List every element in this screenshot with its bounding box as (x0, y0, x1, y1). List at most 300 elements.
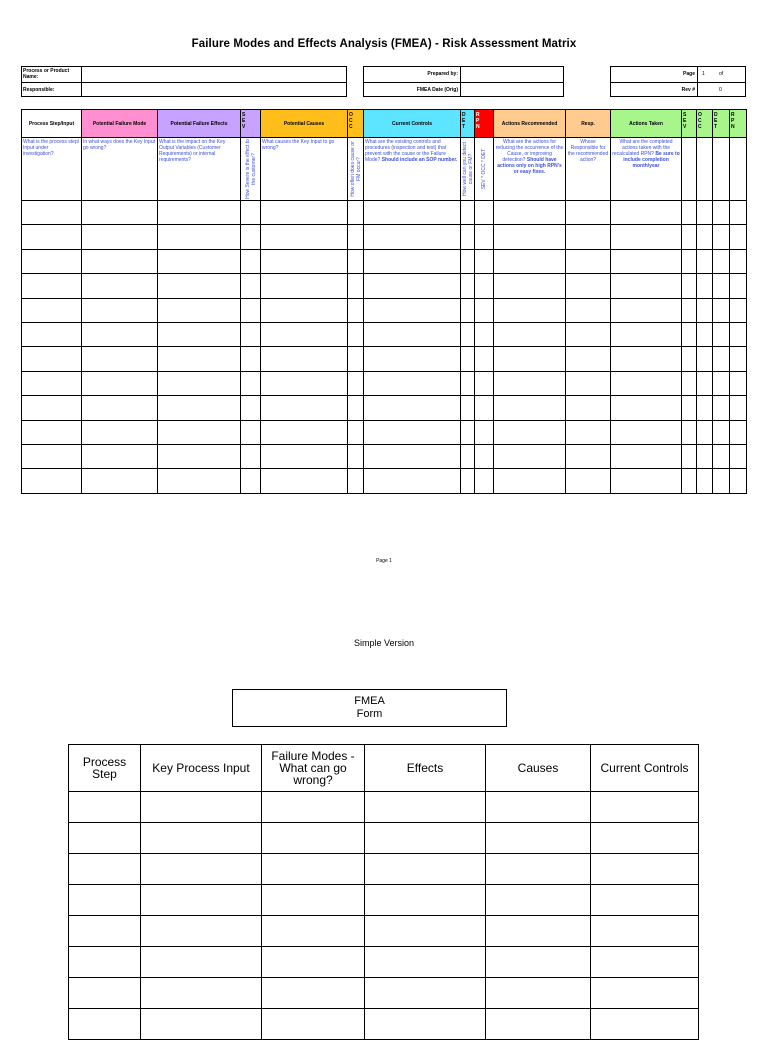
matrix-cell[interactable] (364, 469, 461, 493)
matrix-cell[interactable] (241, 469, 261, 493)
matrix-cell[interactable] (611, 469, 682, 493)
header-actions-recommended: Actions Recommended (494, 110, 566, 138)
simple-table-cell[interactable] (365, 978, 486, 1009)
matrix-cell[interactable] (241, 444, 261, 468)
matrix-cell[interactable] (682, 322, 697, 346)
matrix-cell[interactable] (713, 322, 730, 346)
simple-table-cell[interactable] (69, 854, 141, 885)
matrix-cell[interactable] (82, 201, 158, 225)
matrix-cell[interactable] (494, 298, 566, 322)
matrix-cell[interactable] (730, 347, 747, 371)
matrix-cell[interactable] (364, 444, 461, 468)
simple-table-cell[interactable] (591, 885, 699, 916)
simple-table-cell[interactable] (141, 792, 262, 823)
simple-header-process-step: Process Step (69, 745, 141, 792)
simple-table-cell[interactable] (365, 916, 486, 947)
matrix-cell[interactable] (713, 274, 730, 298)
matrix-cell[interactable] (22, 347, 82, 371)
guide-actions-taken: What are the completed actions taken with the recalculated RPN? Be sure to include completion month/year (611, 138, 682, 201)
header-failure-effects: Potential Failure Effects (158, 110, 241, 138)
matrix-cell[interactable] (713, 225, 730, 249)
matrix-cell[interactable] (461, 322, 475, 346)
simple-table-cell[interactable] (591, 947, 699, 978)
matrix-cell[interactable] (461, 249, 475, 273)
matrix-cell[interactable] (682, 420, 697, 444)
matrix-cell[interactable] (475, 396, 494, 420)
matrix-cell[interactable] (730, 420, 747, 444)
matrix-cell[interactable] (475, 322, 494, 346)
matrix-cell[interactable] (22, 298, 82, 322)
fmea-form-title-line1: FMEA (354, 695, 385, 707)
matrix-cell[interactable] (697, 347, 713, 371)
simple-header-effects: Effects (365, 745, 486, 792)
matrix-cell[interactable] (364, 201, 461, 225)
matrix-cell[interactable] (364, 420, 461, 444)
matrix-cell[interactable] (364, 371, 461, 395)
matrix-cell[interactable] (713, 347, 730, 371)
matrix-cell[interactable] (475, 298, 494, 322)
matrix-cell[interactable] (22, 201, 82, 225)
simple-table-cell[interactable] (486, 823, 591, 854)
matrix-cell[interactable] (22, 469, 82, 493)
header-sev: S E V (241, 110, 261, 138)
matrix-cell[interactable] (261, 396, 348, 420)
matrix-cell[interactable] (682, 249, 697, 273)
matrix-cell[interactable] (158, 201, 241, 225)
matrix-cell[interactable] (241, 322, 261, 346)
matrix-cell[interactable] (348, 469, 364, 493)
simple-table-cell[interactable] (486, 854, 591, 885)
matrix-cell[interactable] (697, 420, 713, 444)
simple-header-key-process-input: Key Process Input (141, 745, 262, 792)
matrix-cell[interactable] (682, 469, 697, 493)
fmea-form-title-box (232, 689, 507, 727)
simple-table-header-row (69, 745, 699, 792)
matrix-cell[interactable] (730, 371, 747, 395)
matrix-cell[interactable] (475, 225, 494, 249)
simple-header-current-controls: Current Controls (591, 745, 699, 792)
simple-table-cell[interactable] (591, 916, 699, 947)
matrix-cell[interactable] (475, 420, 494, 444)
table-row (22, 298, 747, 322)
matrix-cell[interactable] (611, 322, 682, 346)
matrix-cell[interactable] (364, 249, 461, 273)
matrix-cell[interactable] (697, 469, 713, 493)
matrix-cell[interactable] (697, 201, 713, 225)
table-row (69, 885, 699, 916)
simple-table-cell[interactable] (262, 978, 365, 1009)
matrix-cell[interactable] (22, 444, 82, 468)
matrix-cell[interactable] (461, 420, 475, 444)
simple-table-cell[interactable] (141, 916, 262, 947)
matrix-cell[interactable] (697, 298, 713, 322)
simple-table-cell[interactable] (69, 916, 141, 947)
simple-table-cell[interactable] (141, 823, 262, 854)
matrix-cell[interactable] (566, 249, 611, 273)
matrix-cell[interactable] (566, 225, 611, 249)
matrix-cell[interactable] (494, 249, 566, 273)
header-failure-mode: Potential Failure Mode (82, 110, 158, 138)
matrix-cell[interactable] (261, 201, 348, 225)
matrix-cell[interactable] (713, 420, 730, 444)
matrix-cell[interactable] (158, 274, 241, 298)
simple-table-cell[interactable] (69, 947, 141, 978)
matrix-cell[interactable] (730, 201, 747, 225)
matrix-cell[interactable] (611, 274, 682, 298)
matrix-cell[interactable] (697, 274, 713, 298)
simple-table-cell[interactable] (141, 854, 262, 885)
matrix-cell[interactable] (261, 420, 348, 444)
matrix-cell[interactable] (697, 396, 713, 420)
guide-rpn: SEV * OCC * DET (475, 138, 494, 201)
matrix-cell[interactable] (22, 274, 82, 298)
matrix-cell[interactable] (566, 201, 611, 225)
matrix-cell[interactable] (241, 371, 261, 395)
matrix-cell[interactable] (364, 396, 461, 420)
matrix-cell[interactable] (22, 322, 82, 346)
matrix-cell[interactable] (364, 322, 461, 346)
matrix-cell[interactable] (461, 225, 475, 249)
matrix-cell[interactable] (697, 444, 713, 468)
matrix-cell[interactable] (682, 298, 697, 322)
matrix-cell[interactable] (682, 347, 697, 371)
simple-table-cell[interactable] (591, 792, 699, 823)
matrix-cell[interactable] (566, 469, 611, 493)
matrix-cell[interactable] (611, 249, 682, 273)
table-row (69, 916, 699, 947)
header-sev2: S E V (682, 110, 697, 138)
simple-table-cell[interactable] (591, 1009, 699, 1040)
matrix-cell[interactable] (566, 347, 611, 371)
simple-table-cell[interactable] (69, 792, 141, 823)
guide-resp: Whose Responsible for the recommended action? (566, 138, 611, 201)
simple-table-cell[interactable] (486, 978, 591, 1009)
simple-table-cell[interactable] (262, 1009, 365, 1040)
matrix-cell[interactable] (475, 249, 494, 273)
matrix-cell[interactable] (82, 420, 158, 444)
matrix-cell[interactable] (241, 201, 261, 225)
simple-table-cell[interactable] (591, 823, 699, 854)
matrix-cell[interactable] (475, 444, 494, 468)
matrix-cell[interactable] (348, 371, 364, 395)
matrix-cell[interactable] (730, 322, 747, 346)
matrix-cell[interactable] (241, 396, 261, 420)
matrix-cell[interactable] (461, 396, 475, 420)
matrix-cell[interactable] (82, 371, 158, 395)
header-det: D E T (461, 110, 475, 138)
table-row (22, 225, 747, 249)
guide-actions-recommended: What are the actions for reducing the occurrence of the Cause, or improving detection? Should have actions only on high RPN's or easy fixes. (494, 138, 566, 201)
matrix-cell[interactable] (730, 225, 747, 249)
table-row (22, 249, 747, 273)
simple-table-cell[interactable] (486, 792, 591, 823)
header-controls: Current Controls (364, 110, 461, 138)
matrix-cell[interactable] (682, 201, 697, 225)
matrix-cell[interactable] (241, 420, 261, 444)
responsible-field[interactable] (82, 83, 346, 96)
matrix-cell[interactable] (697, 371, 713, 395)
simple-header-failure-modes: Failure Modes - What can go wrong? (262, 745, 365, 792)
matrix-cell[interactable] (364, 225, 461, 249)
matrix-cell[interactable] (494, 322, 566, 346)
matrix-cell[interactable] (566, 322, 611, 346)
page-label: Page (683, 71, 695, 77)
matrix-cell[interactable] (82, 396, 158, 420)
matrix-cell[interactable] (348, 420, 364, 444)
matrix-cell[interactable] (348, 274, 364, 298)
matrix-cell[interactable] (461, 274, 475, 298)
matrix-cell[interactable] (461, 444, 475, 468)
simple-table-cell[interactable] (262, 854, 365, 885)
matrix-cell[interactable] (158, 298, 241, 322)
guide-det: How well can you detect cause or FM? (461, 138, 475, 201)
page-footer-label: Page 1 (376, 558, 392, 564)
header-det2: D E T (713, 110, 730, 138)
matrix-cell[interactable] (494, 201, 566, 225)
matrix-cell[interactable] (730, 274, 747, 298)
matrix-cell[interactable] (241, 225, 261, 249)
simple-table-cell[interactable] (141, 1009, 262, 1040)
matrix-cell[interactable] (261, 469, 348, 493)
matrix-cell[interactable] (461, 201, 475, 225)
matrix-cell[interactable] (475, 347, 494, 371)
matrix-cell[interactable] (22, 420, 82, 444)
matrix-cell[interactable] (566, 298, 611, 322)
simple-table-cell[interactable] (262, 947, 365, 978)
fmea-form-title-line2: Form (356, 708, 383, 720)
matrix-cell[interactable] (713, 249, 730, 273)
simple-table-cell[interactable] (486, 1009, 591, 1040)
table-row (22, 444, 747, 468)
simple-table-cell[interactable] (69, 823, 141, 854)
fmea-date-label: FMEA Date (Orig) (416, 87, 458, 93)
matrix-cell[interactable] (730, 298, 747, 322)
matrix-cell[interactable] (494, 274, 566, 298)
matrix-cell[interactable] (22, 249, 82, 273)
simple-table-cell[interactable] (486, 947, 591, 978)
simple-header-causes: Causes (486, 745, 591, 792)
matrix-cell[interactable] (241, 298, 261, 322)
matrix-cell[interactable] (82, 225, 158, 249)
matrix-cell[interactable] (348, 396, 364, 420)
simple-table-cell[interactable] (591, 978, 699, 1009)
simple-table-cell[interactable] (486, 916, 591, 947)
simple-fmea-table (68, 744, 699, 1040)
table-row (22, 371, 747, 395)
header-occ: O C C (348, 110, 364, 138)
matrix-cell[interactable] (348, 298, 364, 322)
matrix-cell[interactable] (158, 371, 241, 395)
matrix-cell[interactable] (682, 274, 697, 298)
matrix-cell[interactable] (22, 396, 82, 420)
matrix-cell[interactable] (348, 322, 364, 346)
matrix-cell[interactable] (22, 225, 82, 249)
simple-table-cell[interactable] (262, 792, 365, 823)
matrix-cell[interactable] (611, 347, 682, 371)
matrix-cell[interactable] (348, 347, 364, 371)
matrix-cell[interactable] (158, 420, 241, 444)
matrix-cell[interactable] (241, 274, 261, 298)
matrix-cell[interactable] (713, 201, 730, 225)
simple-table-cell[interactable] (486, 885, 591, 916)
simple-table-cell[interactable] (365, 885, 486, 916)
matrix-cell[interactable] (494, 347, 566, 371)
simple-table-cell[interactable] (141, 885, 262, 916)
matrix-cell[interactable] (713, 444, 730, 468)
matrix-cell[interactable] (364, 347, 461, 371)
matrix-cell[interactable] (730, 249, 747, 273)
matrix-cell[interactable] (611, 396, 682, 420)
matrix-cell[interactable] (82, 274, 158, 298)
matrix-cell[interactable] (261, 298, 348, 322)
matrix-cell[interactable] (697, 249, 713, 273)
matrix-cell[interactable] (682, 371, 697, 395)
simple-table-cell[interactable] (365, 792, 486, 823)
header-rpn2: R P N (730, 110, 747, 138)
header-process-step: Process Step/Input (22, 110, 82, 138)
simple-table-cell[interactable] (69, 978, 141, 1009)
matrix-cell[interactable] (364, 298, 461, 322)
simple-table-cell[interactable] (262, 916, 365, 947)
matrix-cell[interactable] (697, 322, 713, 346)
simple-table-cell[interactable] (141, 947, 262, 978)
matrix-cell[interactable] (261, 371, 348, 395)
matrix-cell[interactable] (566, 396, 611, 420)
matrix-cell[interactable] (82, 249, 158, 273)
matrix-cell[interactable] (158, 322, 241, 346)
table-row (22, 201, 747, 225)
simple-table-cell[interactable] (69, 1009, 141, 1040)
table-row (22, 322, 747, 346)
fmea-date-field[interactable] (461, 83, 563, 96)
matrix-cell[interactable] (461, 347, 475, 371)
matrix-cell[interactable] (82, 347, 158, 371)
matrix-cell[interactable] (713, 396, 730, 420)
matrix-header-row (22, 110, 747, 138)
matrix-cell[interactable] (566, 444, 611, 468)
matrix-cell[interactable] (494, 396, 566, 420)
guide-causes: What causes the Key Input to go wrong? (261, 138, 348, 201)
matrix-cell[interactable] (241, 249, 261, 273)
matrix-cell[interactable] (158, 347, 241, 371)
matrix-cell[interactable] (348, 444, 364, 468)
matrix-cell[interactable] (566, 371, 611, 395)
table-row (22, 347, 747, 371)
guide-controls: What are the existing controls and procedures (inspection and test) that prevent with the cause or the Failure Mode? Should include an SOP number. (364, 138, 461, 201)
matrix-cell[interactable] (461, 298, 475, 322)
table-row (69, 978, 699, 1009)
matrix-cell[interactable] (158, 249, 241, 273)
matrix-cell[interactable] (158, 225, 241, 249)
matrix-cell[interactable] (611, 444, 682, 468)
matrix-cell[interactable] (611, 201, 682, 225)
matrix-cell[interactable] (682, 225, 697, 249)
process-name-label: Process or Product Name: (23, 68, 70, 80)
simple-table-cell[interactable] (262, 885, 365, 916)
simple-table-cell[interactable] (365, 823, 486, 854)
matrix-cell[interactable] (611, 371, 682, 395)
matrix-cell[interactable] (611, 420, 682, 444)
matrix-cell[interactable] (682, 396, 697, 420)
matrix-cell[interactable] (566, 420, 611, 444)
table-row (69, 947, 699, 978)
matrix-cell[interactable] (348, 225, 364, 249)
matrix-cell[interactable] (261, 274, 348, 298)
matrix-cell[interactable] (494, 420, 566, 444)
matrix-guide-row (22, 138, 747, 201)
table-row (22, 420, 747, 444)
matrix-cell[interactable] (475, 371, 494, 395)
matrix-cell[interactable] (158, 444, 241, 468)
matrix-cell[interactable] (713, 469, 730, 493)
header-rpn: R P N (475, 110, 494, 138)
simple-table-cell[interactable] (591, 854, 699, 885)
table-row (69, 854, 699, 885)
matrix-cell[interactable] (461, 469, 475, 493)
matrix-cell[interactable] (261, 225, 348, 249)
simple-table-cell[interactable] (262, 823, 365, 854)
matrix-cell[interactable] (82, 298, 158, 322)
matrix-cell[interactable] (611, 225, 682, 249)
simple-table-cell[interactable] (365, 1009, 486, 1040)
matrix-cell[interactable] (261, 249, 348, 273)
matrix-cell[interactable] (261, 347, 348, 371)
matrix-cell[interactable] (82, 469, 158, 493)
matrix-cell[interactable] (566, 274, 611, 298)
matrix-cell[interactable] (158, 396, 241, 420)
prepared-by-field[interactable] (461, 67, 563, 82)
matrix-cell[interactable] (22, 371, 82, 395)
matrix-cell[interactable] (475, 469, 494, 493)
matrix-cell[interactable] (697, 225, 713, 249)
matrix-cell[interactable] (494, 371, 566, 395)
matrix-cell[interactable] (364, 274, 461, 298)
table-row (69, 792, 699, 823)
rev-label: Rev # (681, 87, 695, 93)
table-row (22, 469, 747, 493)
simple-table-cell[interactable] (365, 947, 486, 978)
matrix-cell[interactable] (730, 396, 747, 420)
matrix-cell[interactable] (713, 298, 730, 322)
matrix-cell[interactable] (82, 444, 158, 468)
matrix-cell[interactable] (494, 225, 566, 249)
process-name-field[interactable] (82, 67, 346, 82)
matrix-cell[interactable] (682, 444, 697, 468)
matrix-cell[interactable] (475, 274, 494, 298)
matrix-cell[interactable] (82, 322, 158, 346)
matrix-cell[interactable] (158, 469, 241, 493)
simple-table-cell[interactable] (69, 885, 141, 916)
simple-table-cell[interactable] (141, 978, 262, 1009)
matrix-cell[interactable] (261, 444, 348, 468)
matrix-cell[interactable] (730, 469, 747, 493)
matrix-cell[interactable] (494, 444, 566, 468)
matrix-cell[interactable] (348, 249, 364, 273)
simple-table-cell[interactable] (365, 854, 486, 885)
matrix-cell[interactable] (713, 371, 730, 395)
matrix-cell[interactable] (494, 469, 566, 493)
matrix-cell[interactable] (241, 347, 261, 371)
matrix-cell[interactable] (461, 371, 475, 395)
matrix-cell[interactable] (730, 444, 747, 468)
matrix-cell[interactable] (475, 201, 494, 225)
guide-sev: How Severe is the effect to the customer? (241, 138, 261, 201)
matrix-cell[interactable] (261, 322, 348, 346)
matrix-cell[interactable] (611, 298, 682, 322)
header-resp: Resp. (566, 110, 611, 138)
table-row (69, 823, 699, 854)
matrix-cell[interactable] (348, 201, 364, 225)
